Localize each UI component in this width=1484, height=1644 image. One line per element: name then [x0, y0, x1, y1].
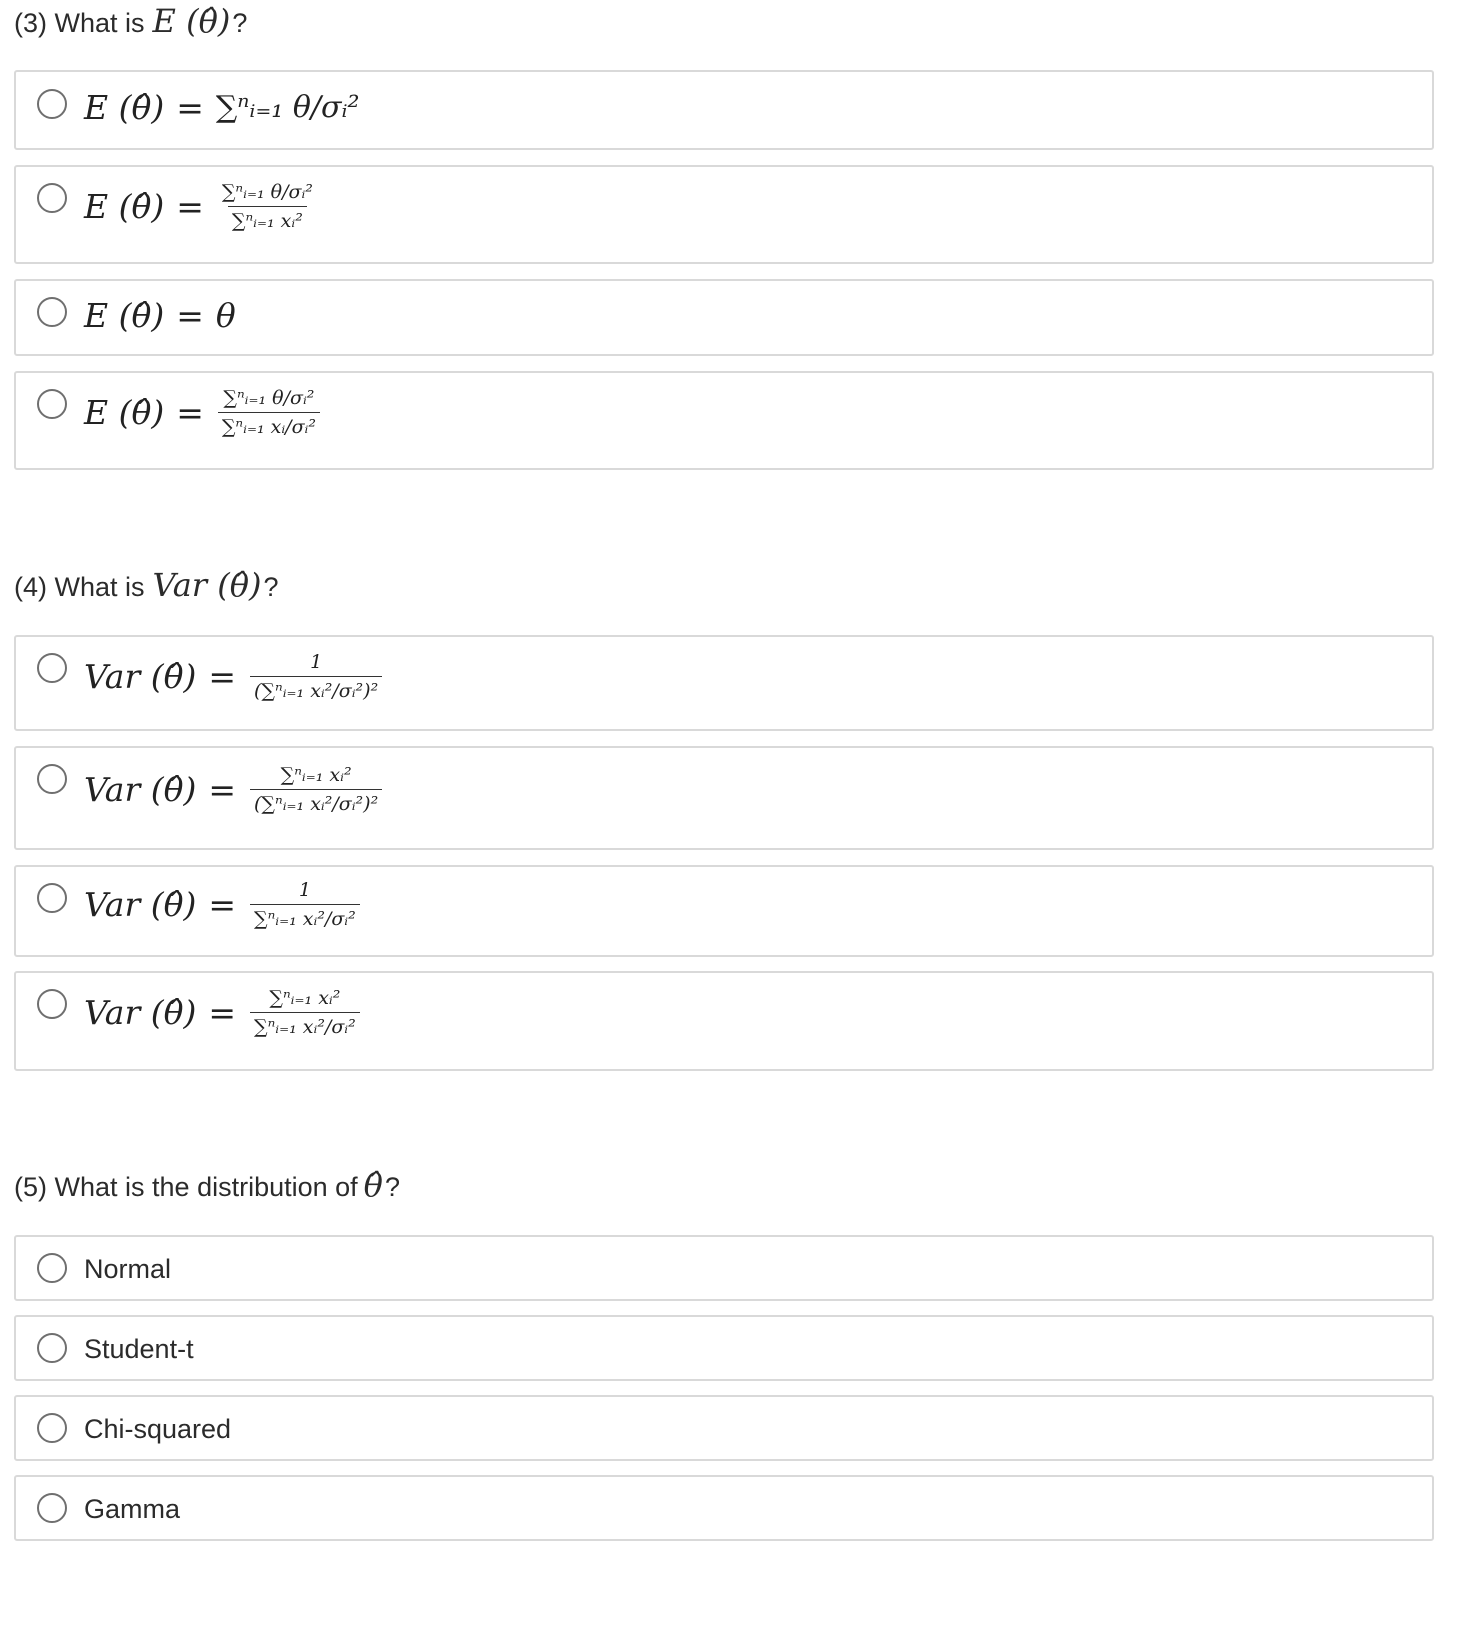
option-label: Normal	[84, 1254, 172, 1284]
question-suffix: ?	[263, 572, 279, 602]
q4-option-4[interactable]	[14, 971, 1434, 1071]
radio-button[interactable]	[37, 183, 67, 213]
fraction	[250, 764, 382, 815]
radio-button[interactable]	[37, 1333, 67, 1363]
option-label: Chi-squared	[84, 1414, 232, 1444]
option-formula: Var (θ̂) = $\frac{1}{\text{∑ⁿᵢ₌₁ xᵢ²/σᵢ²}}$	[84, 879, 360, 930]
q3-option-4[interactable]	[14, 371, 1434, 470]
q5-option-student-t[interactable]	[14, 1315, 1434, 1381]
option-formula: E (θ̂) = ∑ⁿᵢ₌₁ θ/σᵢ²	[84, 88, 360, 127]
question-prompt: What is the distribution of	[54, 1172, 358, 1202]
fraction	[250, 651, 382, 702]
radio-button[interactable]	[37, 764, 67, 794]
q5-option-normal[interactable]	[14, 1235, 1434, 1301]
question-number: (5)	[14, 1172, 47, 1202]
q5-option-gamma[interactable]	[14, 1475, 1434, 1541]
fraction	[250, 987, 360, 1038]
denominator: ∑ⁿᵢ₌₁ xᵢ²/σᵢ²	[250, 904, 360, 930]
radio-button[interactable]	[37, 89, 67, 119]
radio-button[interactable]	[37, 389, 67, 419]
radio-button[interactable]	[37, 989, 67, 1019]
option-formula: Var (θ̂) = $\frac{1}{\text{(∑ⁿᵢ₌₁ xᵢ²/σᵢ²)²}}$	[84, 651, 382, 702]
option-formula: E (θ̂) = $\frac{\text{∑ⁿᵢ₌₁ θ/σᵢ²}}{\text{∑ⁿᵢ₌₁ xᵢ²}}$	[84, 181, 317, 232]
denominator: ∑ⁿᵢ₌₁ xᵢ/σᵢ²	[218, 412, 320, 438]
question-4-title	[14, 566, 279, 604]
option-formula: E (θ̂) = $\frac{\text{∑ⁿᵢ₌₁ θ/σᵢ²}}{\text{∑ⁿᵢ₌₁ xᵢ/σᵢ²}}$	[84, 387, 320, 438]
option-formula: Var (θ̂) = $\frac{\text{∑ⁿᵢ₌₁ xᵢ²}}{\text{∑ⁿᵢ₌₁ xᵢ²/σᵢ²}}$	[84, 987, 360, 1038]
denominator: ∑ⁿᵢ₌₁ xᵢ²/σᵢ²	[250, 1012, 360, 1038]
denominator: (∑ⁿᵢ₌₁ xᵢ²/σᵢ²)²	[250, 676, 382, 702]
q5-option-chi-squared[interactable]	[14, 1395, 1434, 1461]
question-5-title	[14, 1166, 400, 1204]
radio-button[interactable]	[37, 653, 67, 683]
option-label: Gamma	[84, 1494, 181, 1524]
question-suffix: ?	[232, 8, 248, 38]
fraction	[250, 879, 360, 930]
question-symbol: E (θ̂)	[152, 2, 231, 40]
q3-option-1[interactable]	[14, 70, 1434, 150]
question-prompt: What is	[54, 8, 145, 38]
question-prompt: What is	[54, 572, 145, 602]
q3-option-2[interactable]	[14, 165, 1434, 264]
numerator: ∑ⁿᵢ₌₁ xᵢ²	[269, 987, 341, 1009]
radio-button[interactable]	[37, 1253, 67, 1283]
q4-option-2[interactable]	[14, 746, 1434, 850]
option-formula: Var (θ̂) = $\frac{\text{∑ⁿᵢ₌₁ xᵢ²}}{\text{(∑ⁿᵢ₌₁ xᵢ²/σᵢ²)²}}$	[84, 764, 382, 815]
radio-button[interactable]	[37, 1493, 67, 1523]
question-suffix: ?	[384, 1172, 400, 1202]
radio-button[interactable]	[37, 1413, 67, 1443]
question-symbol: Var (θ̂)	[152, 566, 262, 604]
question-3-title	[14, 2, 247, 40]
q4-option-3[interactable]	[14, 865, 1434, 957]
fraction	[218, 181, 317, 232]
q3-option-3[interactable]	[14, 279, 1434, 356]
numerator: ∑ⁿᵢ₌₁ θ/σᵢ²	[223, 387, 315, 409]
question-symbol: θ̂	[363, 1166, 383, 1204]
option-label: Student-t	[84, 1334, 194, 1364]
numerator: ∑ⁿᵢ₌₁ θ/σᵢ²	[221, 181, 313, 203]
radio-button[interactable]	[37, 297, 67, 327]
numerator: ∑ⁿᵢ₌₁ xᵢ²	[280, 764, 352, 786]
numerator: 1	[310, 651, 323, 673]
radio-button[interactable]	[37, 883, 67, 913]
option-formula: E (θ̂) = θ	[84, 296, 236, 335]
denominator: (∑ⁿᵢ₌₁ xᵢ²/σᵢ²)²	[250, 789, 382, 815]
question-number: (3)	[14, 8, 47, 38]
q4-option-1[interactable]	[14, 635, 1434, 731]
fraction	[218, 387, 320, 438]
numerator: 1	[298, 879, 311, 901]
denominator: ∑ⁿᵢ₌₁ xᵢ²	[228, 206, 307, 232]
question-number: (4)	[14, 572, 47, 602]
